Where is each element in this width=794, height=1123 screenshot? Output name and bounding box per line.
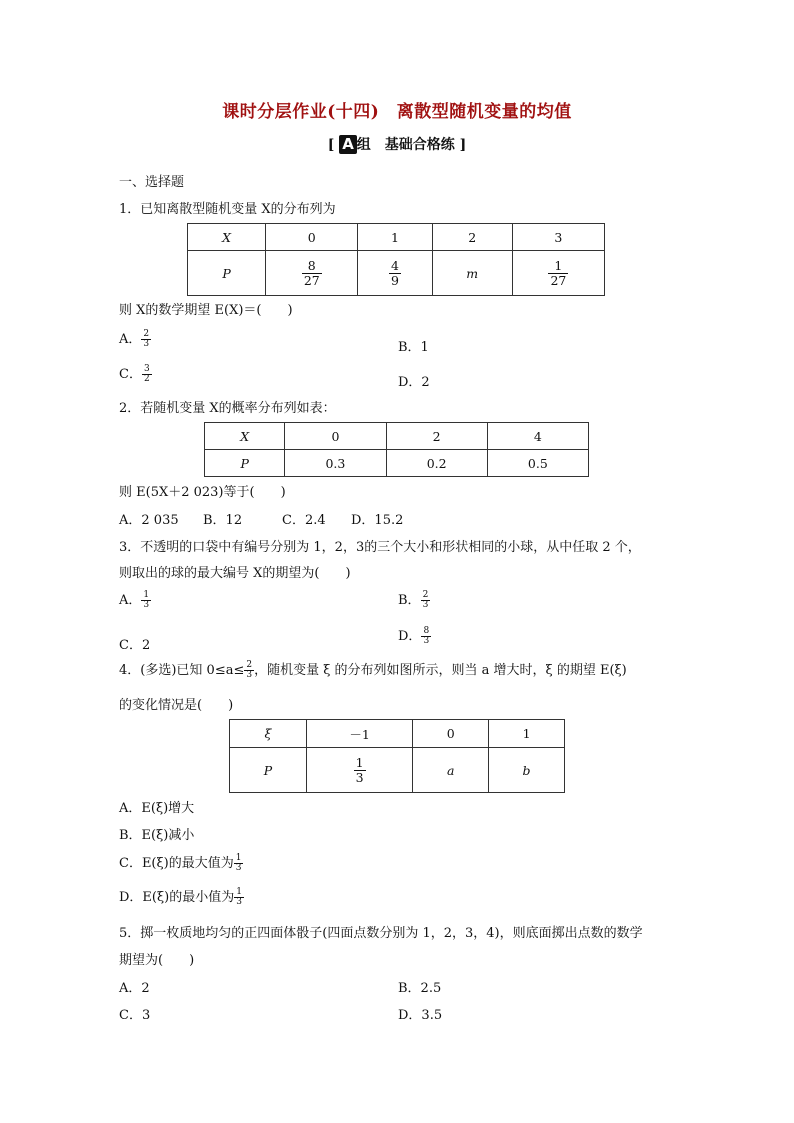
group-badge: A: [339, 135, 357, 154]
q1-row-p: P: [188, 251, 266, 296]
q4-header-0: 0: [413, 720, 489, 748]
q1-p2: m: [432, 251, 512, 296]
q1-table: [187, 223, 605, 296]
q1-option-c: C． $\frac{3}{2}$: [119, 363, 150, 384]
q5-option-b: B．2.5: [398, 981, 442, 996]
q4-option-b: B．E(ξ)减小: [119, 828, 195, 843]
q4-option-c: C．E(ξ)的最大值为 $\frac{1}{3}$: [119, 852, 242, 873]
q3-option-b: B． $\frac{2}{3}$: [398, 589, 429, 610]
q1-header-1: 1: [358, 224, 432, 251]
q5-option-c: C．3: [119, 1008, 151, 1023]
q2-p1: 0.2: [386, 450, 487, 477]
q1-ask: 则 X的数学期望 E(X)＝( ): [119, 303, 293, 318]
q1-header-0: 0: [266, 224, 358, 251]
q3-option-a: A． $\frac{1}{3}$: [119, 589, 150, 610]
q4-stem-line2: 的变化情况是( ): [119, 698, 234, 713]
section-heading: 一、选择题: [119, 175, 185, 190]
group-label: 组 基础合格练: [356, 137, 455, 153]
q2-p2: 0.5: [487, 450, 588, 477]
q5-option-d: D．3.5: [398, 1008, 443, 1023]
q2-option-c: C．2.4: [282, 513, 326, 528]
q4-header-neg1: －1: [306, 720, 412, 748]
q4-option-a: A．E(ξ)增大: [119, 801, 195, 816]
q2-p0: 0.3: [285, 450, 386, 477]
q2-header-x: X: [205, 423, 285, 450]
q1-option-a: A． $\frac{2}{3}$: [119, 328, 150, 349]
page-title: 课时分层作业(十四) 离散型随机变量的均值: [222, 102, 572, 122]
q4-p0: $\frac{1}{3}$: [306, 748, 412, 793]
q3-option-c: C．2: [119, 638, 151, 653]
q4-p1: a: [413, 748, 489, 793]
q2-header-0: 0: [285, 423, 386, 450]
q2-stem: 2．若随机变量 X的概率分布列如表：: [119, 401, 336, 416]
q1-header-x: X: [188, 224, 266, 251]
q1-option-b: B．1: [398, 340, 429, 355]
q4-stem-line1: 4．(多选)已知 0≤a≤ $\frac{2}{3}$ ，随机变量 ξ 的分布列如图所示，则当 a 增大时，ξ 的期望 E(ξ): [119, 659, 627, 680]
q1-p1: $\frac{4}{9}$: [358, 251, 432, 296]
q4-row-p: P: [230, 748, 307, 793]
q2-table: [204, 422, 589, 477]
q4-table: [229, 719, 565, 793]
q3-stem-line1: 3．不透明的口袋中有编号分别为 1，2，3的三个大小和形状相同的小球，从中任取 2 个，: [119, 540, 641, 555]
q1-p3: $\frac{1}{27}$: [512, 251, 604, 296]
bracket-open: [: [327, 137, 335, 153]
bracket-close: ]: [459, 137, 467, 153]
q4-header-xi: ξ: [230, 720, 307, 748]
q2-row-p: P: [205, 450, 285, 477]
q1-p0: $\frac{8}{27}$: [266, 251, 358, 296]
q1-header-3: 3: [512, 224, 604, 251]
q3-option-d: D． $\frac{8}{3}$: [398, 625, 430, 646]
q4-header-1: 1: [489, 720, 565, 748]
q4-p2: b: [489, 748, 565, 793]
q2-option-d: D．15.2: [351, 513, 404, 528]
q3-stem-line2: 则取出的球的最大编号 X的期望为( ): [119, 566, 351, 581]
q2-ask: 则 E(5X＋2 023)等于( ): [119, 485, 286, 500]
q2-header-4: 4: [487, 423, 588, 450]
q2-header-2: 2: [386, 423, 487, 450]
q1-option-d: D．2: [398, 375, 430, 390]
q1-header-2: 2: [432, 224, 512, 251]
q5-stem-line2: 期望为( ): [119, 953, 195, 968]
q1-stem: 1．已知离散型随机变量 X的分布列为: [119, 202, 336, 217]
q4-option-d: D．E(ξ)的最小值为 $\frac{1}{3}$: [119, 886, 242, 907]
q2-option-a: A．2 035: [119, 513, 179, 528]
q2-option-b: B．12: [203, 513, 243, 528]
q5-option-a: A．2: [119, 981, 150, 996]
group-heading: [0, 134, 794, 154]
q5-stem-line1: 5．掷一枚质地均匀的正四面体骰子(四面点数分别为 1，2，3，4)，则底面掷出点数的数学: [119, 926, 643, 941]
